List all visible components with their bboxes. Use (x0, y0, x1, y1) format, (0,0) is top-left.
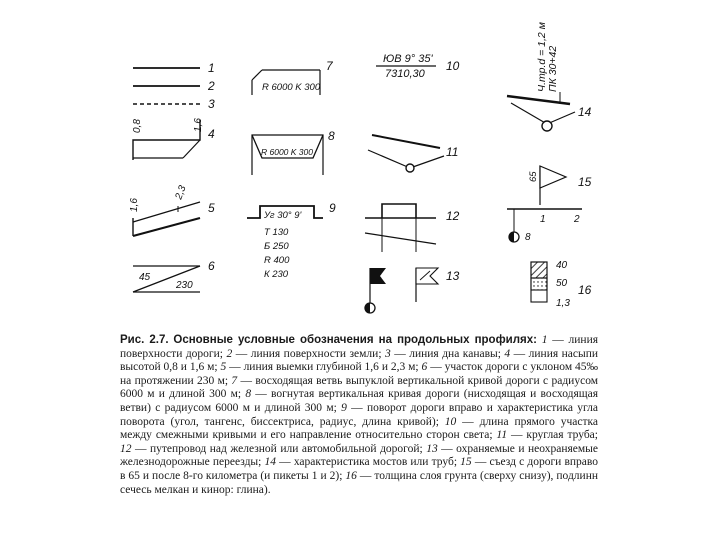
symbol-1-number: 1 (208, 61, 215, 75)
symbol-11 (368, 135, 458, 172)
caption-item: 11 — круглая труба; (492, 429, 598, 442)
symbol-14-height: Ч.тр.d = 1,2 м (536, 22, 548, 92)
caption-item: 7 — восходящая ветвь выпуклой вертикальной кривой дороги с радиусом 6000 м и длиной 300 м; (120, 374, 598, 401)
caption-item: 13 — охраняемые и неохраняемые железнодорожные переезды; (120, 442, 598, 469)
caption-item-number: 5 (217, 361, 227, 374)
symbol-11-number: 11 (446, 145, 459, 159)
caption-item: 10 — длина прямого участка между смежными кривыми и его направление относительно сторон света; (120, 415, 598, 442)
caption-title-text: Основные условные обозначения на продольных профилях: (173, 334, 537, 346)
caption-item: 1 — линия поверхности дороги; (120, 334, 598, 360)
symbol-15-km: 65 (528, 171, 539, 182)
caption-item-number: 9 (336, 401, 347, 414)
symbol-8-label: R 6000 K 300 (261, 147, 313, 157)
caption-item-text: линия выемки глубиной 1,6 и 2,3 м; (243, 361, 419, 374)
caption-item-number: 8 (241, 388, 252, 401)
caption-item-text: путепровод над железной или автомобильной дорогой; (149, 442, 423, 455)
caption-item-text: участок дороги с уклоном 45‰ на протяжении 230 м; (120, 361, 598, 387)
symbol-14-station: ПК 30+42 (547, 45, 559, 92)
symbol-8 (252, 129, 335, 175)
symbol-12-number: 12 (446, 209, 460, 223)
symbol-16-number: 16 (578, 283, 592, 297)
caption-item: 6 — участок дороги с уклоном 45‰ на протяжении 230 м; (120, 361, 598, 387)
caption-item: 9 — поворот дороги вправо и характеристика угла поворота (угол, тангенс, биссектриса, радиус, длина кривой); (120, 401, 598, 428)
symbol-10-length: 7310,30 (385, 68, 425, 80)
symbol-15 (507, 166, 592, 243)
caption-item-number: 12 (120, 442, 132, 455)
symbol-7-label: R 6000 K 300 (262, 82, 321, 93)
caption-item-number: 3 (381, 347, 391, 360)
caption-item-number: 4 (500, 347, 511, 360)
caption-item-text: линия поверхности дороги; (120, 334, 598, 360)
symbol-15-picket-2: 2 (574, 214, 580, 225)
symbol-6-slope: 45 (139, 272, 151, 283)
caption-item-text: вогнутая вертикальная кривая дороги (нисходящая и восходящая ветви) с радиусом 6000 м и длиной 300 м; (120, 388, 598, 414)
symbol-2-number: 2 (208, 79, 215, 93)
caption-item: 15 — съезд с дороги вправо в 65 и после 8-го километра (и пикеты 1 и 2); (120, 456, 598, 482)
symbol-6 (133, 259, 215, 292)
caption-item: 12 — путепровод над железной или автомобильной дорогой; (120, 442, 423, 455)
symbol-16 (531, 260, 592, 309)
caption-item-number: 14 (261, 456, 277, 469)
figure-caption (120, 334, 598, 540)
caption-item-number: 6 (418, 361, 428, 374)
caption-item-text: толщина слоя грунта (сверху снизу), подлинн сечесь мелкан и кинор: глина). (120, 469, 598, 496)
symbol-7-number: 7 (326, 59, 333, 73)
symbol-8-number: 8 (328, 129, 335, 143)
symbol-9-radius: R 400 (264, 255, 290, 266)
caption-item-text: охраняемые и неохраняемые железнодорожные переезды; (120, 442, 598, 469)
symbol-5-depth-2: 2,3 (173, 184, 189, 202)
symbol-6-number: 6 (208, 259, 215, 273)
symbol-13-number: 13 (446, 269, 460, 283)
caption-item-text: круглая труба; (526, 429, 598, 442)
caption-item-text: съезд с дороги вправо в 65 и после 8-го километра (и пикеты 1 и 2); (120, 456, 598, 482)
caption-item: 2 — линия поверхности земли; (223, 347, 382, 360)
caption-item-number: 16 (342, 469, 357, 482)
caption-item-text: линия дна канавы; (409, 347, 501, 360)
caption-item: 16 — толщина слоя грунта (сверху снизу), подлинн сечесь мелкан и кинор: глина). (120, 469, 598, 496)
symbol-5 (129, 184, 215, 236)
symbol-15-picket-1: 1 (540, 214, 546, 225)
caption-item-number: 10 (438, 415, 457, 428)
symbol-10-number: 10 (446, 59, 460, 73)
caption-item-number: 11 (492, 429, 508, 442)
caption-item-text: характеристика мостов или труб; (293, 456, 458, 469)
symbol-5-number: 5 (208, 201, 215, 215)
caption-item: 5 — линия выемки глубиной 1,6 и 2,3 м; (217, 361, 419, 374)
caption-item: 14 — характеристика мостов или труб; (261, 456, 458, 469)
symbol-9-number: 9 (329, 201, 336, 215)
symbol-15-number: 15 (578, 175, 592, 189)
caption-item-text: линия насыпи высотой 0,8 и 1,6 м; (120, 347, 598, 374)
caption-item-number: 2 (223, 347, 233, 360)
symbol-9-curve-length: К 230 (264, 269, 289, 280)
symbol-10 (376, 53, 460, 80)
symbol-1 (133, 61, 215, 75)
caption-item-number: 13 (422, 442, 438, 455)
caption-item-number: 15 (457, 456, 472, 469)
symbol-5-depth-1: 1,6 (129, 198, 140, 212)
symbol-9-angle: Уг 30° 9' (264, 210, 302, 221)
caption-item: 4 — линия насыпи высотой 0,8 и 1,6 м; (120, 347, 598, 374)
symbol-16-layer-2: 50 (556, 278, 568, 289)
symbol-14-number: 14 (578, 105, 592, 119)
symbol-16-layer-1: 40 (556, 260, 568, 271)
caption-item-text: линия поверхности земли; (250, 347, 382, 360)
caption-item-text: восходящая ветвь выпуклой вертикальной кривой дороги с радиусом 6000 м и длиной 300 м; (120, 374, 598, 401)
symbol-4-height-1: 0,8 (132, 119, 143, 133)
caption-title: Рис. 2.7. (120, 334, 169, 346)
symbol-3 (133, 97, 215, 111)
symbol-13 (365, 268, 460, 313)
caption-item-text: длина прямого участка между смежными кривыми и его направление относительно сторон света; (120, 415, 598, 442)
symbol-9-bisector: Б 250 (264, 241, 289, 252)
symbol-4-height-2: 1,6 (193, 118, 204, 132)
caption-item: 8 — вогнутая вертикальная кривая дороги (нисходящая и восходящая ветви) с радиусом 6000 м и длиной 300 м; (120, 388, 598, 414)
symbol-14 (507, 22, 592, 131)
caption-item-text: поворот дороги вправо и характеристика угла поворота (угол, тангенс, биссектриса, радиус, длина кривой); (120, 401, 598, 428)
caption-item-number: 7 (228, 374, 238, 387)
symbol-9-tangent: Т 130 (264, 227, 289, 238)
symbol-15-km-after: 8 (525, 232, 531, 243)
symbol-16-layer-3: 1,3 (556, 298, 570, 309)
symbol-9 (247, 201, 336, 280)
symbol-2 (133, 79, 215, 93)
symbol-10-direction: ЮВ 9° 35' (383, 53, 433, 65)
symbol-6-length: 230 (176, 280, 193, 291)
symbol-4-number: 4 (208, 127, 215, 141)
symbol-4 (132, 118, 215, 160)
symbol-3-number: 3 (208, 97, 215, 111)
caption-item: 3 — линия дна канавы; (381, 347, 501, 360)
caption-item-number: 1 (541, 334, 548, 346)
symbol-12 (365, 204, 460, 252)
caption-items (120, 334, 598, 496)
symbol-7 (252, 59, 334, 95)
